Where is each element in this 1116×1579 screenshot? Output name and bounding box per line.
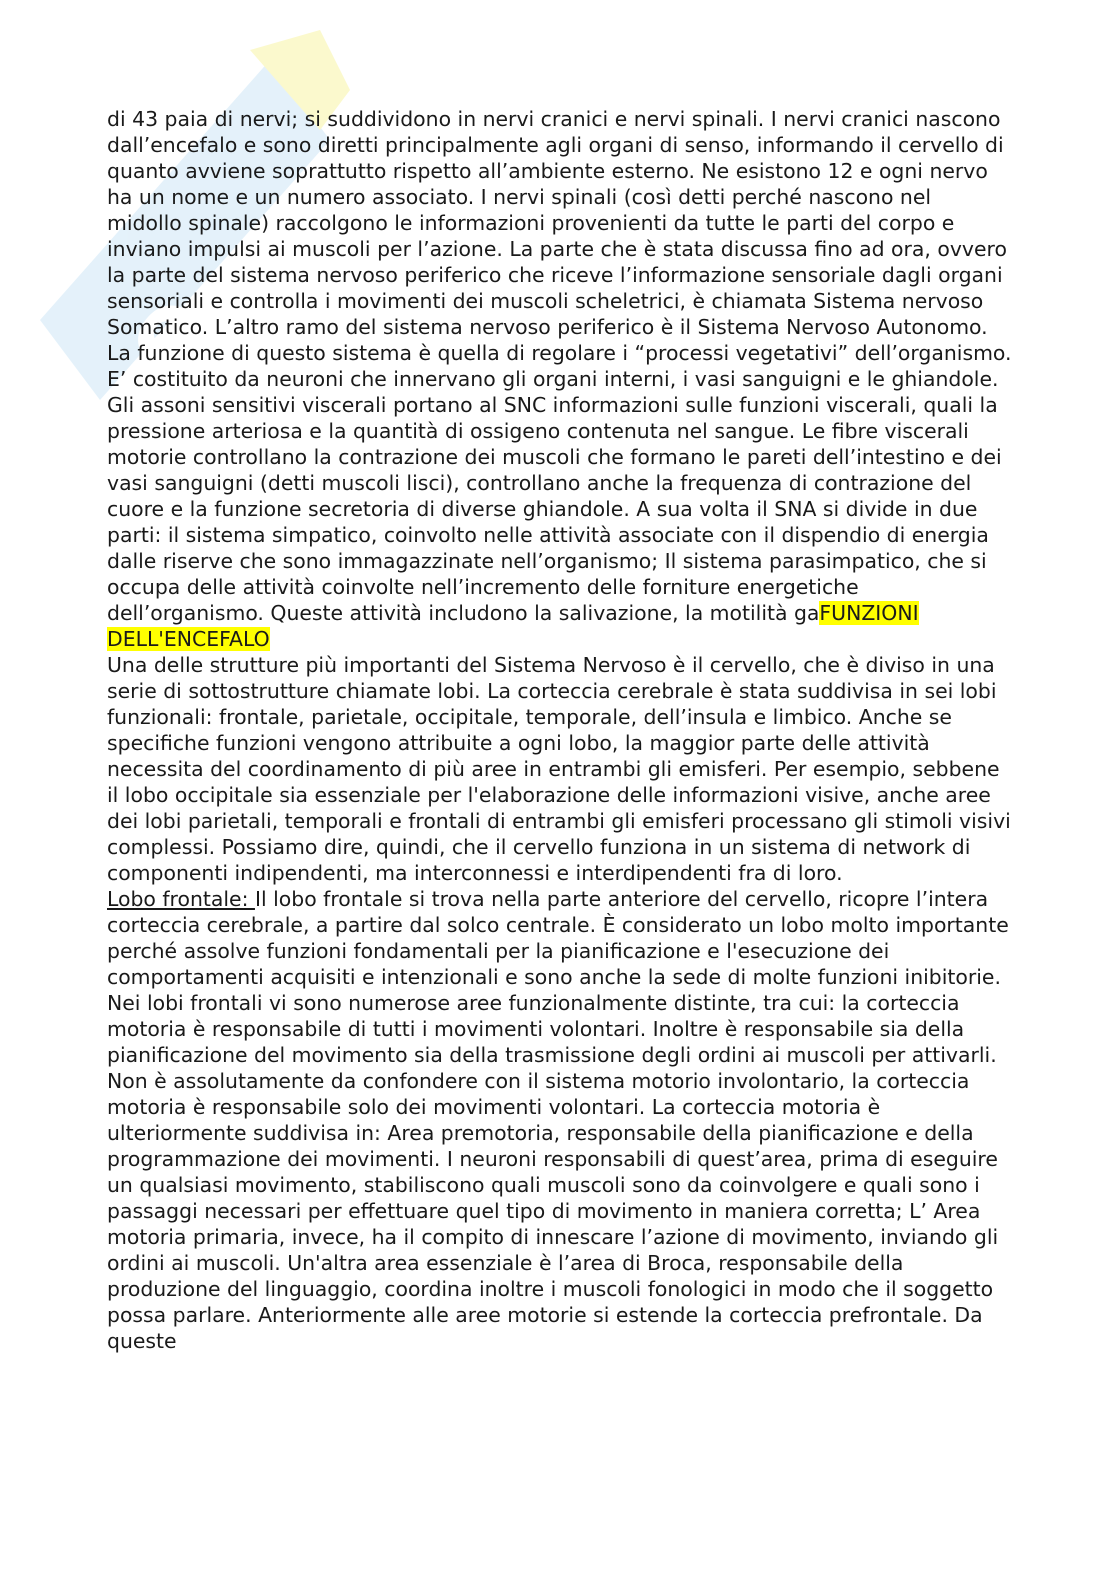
svg-text:e: e — [92, 262, 238, 404]
paragraph-frontal-lobe — [107, 886, 1012, 1354]
document-text — [107, 106, 1012, 1354]
paragraph-encephalon: Una delle strutture più importanti del Sistema Nervoso è il cervello, che è diviso in una serie di sottostrutture chiamate lobi. La corteccia cerebrale è stata suddivisa in sei lobi funzionali: frontale, parietale, occipitale, temporale, dell’insula e limbico. Anche se specifiche funzioni vengono attribuite a ogni lobo, la maggior parte delle attività necessita del coordinamento di più aree in entrambi gli emisferi. Per esempio, sebbene il lobo occipitale sia essenziale per l'elaborazione delle informazioni visive, anche aree dei lobi parietali, temporali e frontali di entrambi gli emisferi processano gli stimoli visivi complessi. Possiamo dire, quindi, che il cervello funziona in un sistema di network di componenti indipendenti, ma interconnessi e interdipendenti fra di loro. — [107, 653, 1011, 885]
subheading-frontal-lobe: Lobo frontale: — [107, 887, 255, 911]
paragraph-3-text: Il lobo frontale si trova nella parte anteriore del cervello, ricopre l’intera corteccia cerebrale, a partire dal solco centrale. È considerato un lobo molto importante perché assolve funzioni fondamentali per la pianificazione e l'esecuzione dei comportamenti acquisiti e intenzionali e sono anche la sede di molte funzioni inibitorie. Nei lobi frontali vi sono numerose aree funzionalmente distinte, tra cui: la corteccia motoria è responsabile di tutti i movimenti volontari. Inoltre è responsabile sia della pianificazione del movimento sia della trasmissione degli ordini ai muscoli per attivarli. Non è assolutamente da confondere con il sistema motorio involontario, la corteccia motoria è responsabile solo dei movimenti volontari. La corteccia motoria è ulteriormente suddivisa in: Area premotoria, responsabile della pianificazione e della programmazione dei movimenti. I neuroni responsabili di quest’area, prima di eseguire un qualsiasi movimento, stabiliscono quali muscoli sono da coinvolgere e quali sono i passaggi necessari per effettuare quel tipo di movimento in maniera corretta; L’ Area motoria primaria, invece, ha il compito di innescare l’azione di movimento, inviando gli ordini ai muscoli. Un'altra area essenziale è l’area di Broca, responsabile della produzione del linguaggio, coordina inoltre i muscoli fonologici in modo che il soggetto possa parlare. Anteriormente alle aree motorie si estende la corteccia prefrontale. Da queste — [107, 887, 1009, 1353]
paragraph-nervous-system — [107, 106, 1012, 652]
paragraph-1-text: di 43 paia di nervi; si suddividono in nervi cranici e nervi spinali. I nervi cranici nascono dall’encefalo e sono diretti principalmente agli organi di senso, informando il cervello di quanto avviene soprattutto rispetto all’ambiente esterno. Ne esistono 12 e ogni nervo ha un nome e un numero associato. I nervi spinali (così detti perché nascono nel midollo spinale) raccolgono le informazioni provenienti da tutte le parti del corpo e inviano impulsi ai muscoli per l’azione. La parte che è stata discussa fino ad ora, ovvero la parte del sistema nervoso periferico che riceve l’informazione sensoriale dagli organi sensoriali e controlla i movimenti dei muscoli scheletrici, è chiamata Sistema nervoso Somatico. L’altro ramo del sistema nervoso periferico è il Sistema Nervoso Autonomo. La funzione di questo sistema è quella di regolare i “processi vegetativi” dell’organismo. E’ costituito da neuroni che innervano gli organi interni, i vasi sanguigni e le ghiandole. Gli assoni sensitivi viscerali portano al SNC informazioni sulle funzioni viscerali, quali la pressione arteriosa e la quantità di ossigeno contenuta nel sangue. Le fibre viscerali motorie controllano la contrazione dei muscoli che formano le pareti dell’intestino e dei vasi sanguigni (detti muscoli lisci), controllano anche la frequenza di contrazione del cuore e la funzione secretoria di diverse ghiandole. A sua volta il SNA si divide in due parti: il sistema simpatico, coinvolto nelle attività associate con il dispendio di energia dalle riserve che sono immagazzinate nell’organismo; Il sistema parasimpatico, che si occupa delle attività coinvolte nell’incremento delle forniture energetiche dell’organismo. Queste attività includono la salivazione, la motilità ga — [107, 107, 1012, 625]
section-heading: FUNZIONI DELL'ENCEFALO — [107, 601, 919, 651]
